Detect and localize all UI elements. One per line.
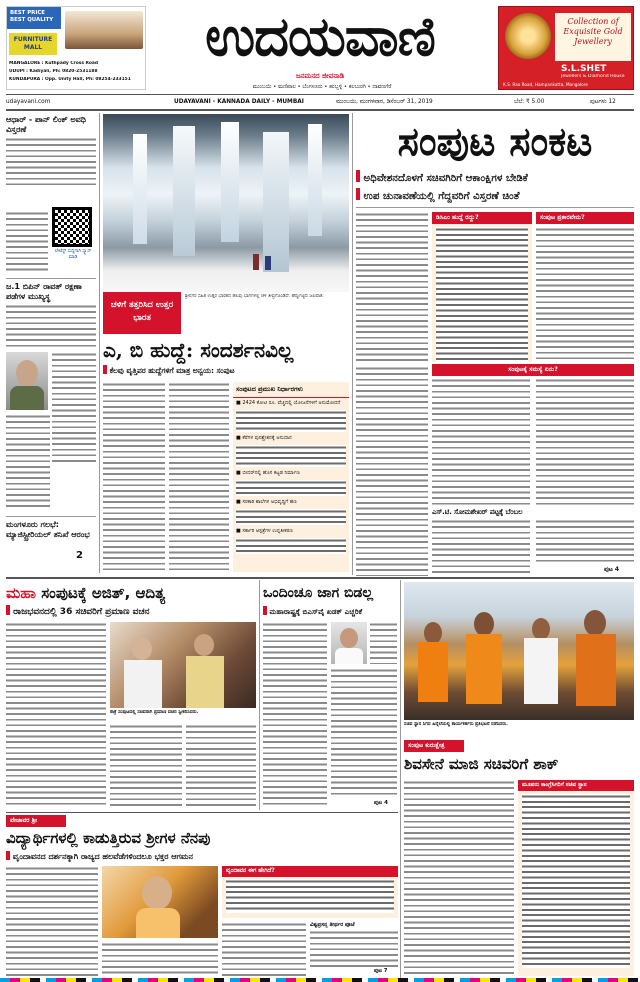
lead-box-cabinet-type: [536, 212, 634, 362]
editions-line: ಮುಂಬಯಿ • ಮಣಿಪಾಲ • ಬೆಂಗಳೂರು • ಹುಬ್ಬಳ್ಳಿ • ಕಲಬುರಗಿ • ದಾವಣಗೆರೆ: [252, 84, 392, 90]
maha-photo-caption: ಠಾಕ್ರೆ ಸಂಪುಟದಲ್ಲಿ ಸಚಿವರಾಗಿ ಪ್ರಮಾಣ ವಚನ ಸ್ವೀಕರಿಸಿದರು.: [110, 710, 199, 715]
protest-photo-caption: ಸಚಿವ ಸ್ಥಾನ ಸಿಗದ ಹಿನ್ನೆಲೆಯಲ್ಲಿ ಕಾರ್ಯಕರ್ತರು ಪ್ರತಿಭಟನೆ ನಡೆಸಿದರು.: [404, 722, 508, 727]
left-divider-2: [6, 516, 96, 517]
dateline: [6, 96, 634, 108]
box-body-right: [536, 378, 634, 506]
decision-body: [236, 509, 346, 525]
decision-item: ■ ಬೀದರ್‌ನಲ್ಲಿ ಹೊಸ ಕಟ್ಟಡ ನಿರ್ಮಾಣ: [236, 470, 300, 476]
masthead-ad-furniture: [6, 6, 146, 90]
bsy-body-col-3: [331, 668, 397, 798]
mid-section-rule: [6, 577, 634, 579]
subhead-text: ರಾಜಭವನದಲ್ಲಿ 36 ಸಚಿವರಿಗೆ ಪ್ರಮಾಣ ವಚನ: [13, 607, 150, 617]
ad-jewellery-address: K.S. Rao Road, Hampankatta, Mangalore: [503, 82, 588, 87]
ad-jewellery-text: Collection of Exquisite Gold Jewellery: [555, 13, 631, 61]
registration-bar: [0, 978, 640, 982]
box-title: ಸಂಪುಟ ಪ್ರಕಾರವೇನು?: [536, 212, 634, 224]
sub-story-body-left: [432, 519, 530, 575]
maha-headline-text: ಸಂಪುಟಕ್ಕೆ ಅಜಿತ್, ಆದಿತ್ಯ: [41, 584, 166, 602]
pejawar-body-col-1: [6, 866, 98, 976]
story-title: ಜ.1 ಬಿಪಿನ್ ರಾವತ್ ರಕ್ಷಣಾ ಪಡೆಗಳ ಮುಖ್ಯಸ್ಥ: [6, 282, 82, 301]
photo-caption-text: ಶ್ರೀನಗರ ಸಹಿತ ಉತ್ತರ ಭಾರತದ ಹಲವು ಭಾಗಗಳಲ್ಲಿ ಚಳಿ ತೀವ್ರಗೊಂಡಿದೆ. ಹೆಪ್ಪುಗಟ್ಟಿದ ಜಲಪಾತ.: [185, 294, 324, 299]
newspaper-logo: ಉದಯವಾಣಿ: [205, 5, 435, 68]
decision-text: ಕೆರೆಗಳ ಪುನಶ್ಚೇತನಕ್ಕೆ ಅನುದಾನ: [242, 435, 292, 441]
pejawar-subhead: [6, 851, 398, 863]
second-lead-headline: ಎ, ಬಿ ಹುದ್ದೆ: ಸಂದರ್ಶನವಿಲ್ಲ: [103, 338, 294, 362]
story-body-2: [52, 352, 96, 462]
decision-body: [236, 410, 346, 432]
story-title: ಮಂಗಳೂರು ಗಲಭೆ: ಮ್ಯಾಜಿಸ್ಟ್ರೀರಿಯಲ್ ತನಿಖೆ ಆರಂಭ: [6, 520, 90, 539]
box-title: ವೃಂದಾವನ ಈಗ ಹೇಗಿದೆ?: [222, 866, 398, 877]
pejawar-kicker: ಪೇಜಾವರ ಶ್ರೀ: [6, 815, 66, 827]
left-column-rule: [99, 113, 100, 573]
lead-body-col-1: [356, 212, 428, 362]
dateline-rule-top: [6, 94, 634, 95]
bsy-page-ref[interactable]: ಪುಟ 4: [374, 800, 389, 806]
pejawar-photo: [102, 866, 218, 938]
box-body-left: [432, 378, 530, 506]
second-lead-subhead: [103, 365, 349, 377]
newspaper-tagline: ಜನಮನದ ಜೀವನಾಡಿ: [295, 72, 345, 80]
story-body: [6, 137, 96, 185]
bsy-subhead: [263, 605, 397, 619]
qr-code[interactable]: [52, 207, 92, 247]
dateline-date: ಮುಂಬಯಿ, ಮಂಗಳವಾರ, ಡಿಸೆಂಬರ್ 31, 2019: [336, 99, 433, 105]
pejawar-page-ref[interactable]: ಪುಟ 7: [374, 968, 388, 974]
maha-body-col-2: [110, 724, 182, 808]
decisions-box-title: ಸಂಪುಟದ ಪ್ರಮುಖ ನಿರ್ಧಾರಗಳು: [233, 382, 349, 398]
lead-page-ref[interactable]: ಪುಟ 4: [604, 566, 620, 573]
lead-column-rule: [352, 113, 353, 575]
ad-jewellery-image: [505, 13, 551, 59]
decision-text: ಬೀದರ್‌ನಲ್ಲಿ ಹೊಸ ಕಟ್ಟಡ ನಿರ್ಮಾಣ: [242, 470, 300, 476]
subhead-text: ಮಹಾರಾಷ್ಟ್ರಕ್ಕೆ ಬಿಎಸ್‌ವೈ ಖಡಕ್ ಎಚ್ಚರಿಕೆ: [269, 607, 363, 616]
subhead-marker: [356, 170, 360, 182]
shivsena-body-col-1: [404, 780, 514, 976]
ad-line-3: KUNDAPURA : Opp. Unity Hall, Ph: 08254-233151: [9, 77, 131, 82]
shivsena-headline: ಶಿವಸೇನೆ ಮಾಜಿ ಸಚಿವರಿಗೆ ಶಾಕ್: [404, 755, 559, 773]
ad-line-2: UDUPI : Kadiyali, Ph: 0820-2531188: [9, 69, 98, 74]
photo-caption-box: [103, 292, 349, 334]
photo-caption-title: ಚಳಿಗೆ ತತ್ತರಿಸಿದ ಉತ್ತರ ಭಾರತ: [103, 292, 181, 334]
subhead-marker: [263, 606, 267, 615]
box-body: [226, 879, 394, 913]
shivsena-kicker: ಸಂಪುಟ ಕುರುಕ್ಷೇತ್ರ: [404, 740, 464, 752]
qr-caption: ಲೇಟೆಸ್ಟ್ ಸುದ್ದಿಗಾಗಿ ಸ್ಕ್ಯಾನ್ ಮಾಡಿ: [54, 249, 92, 260]
bsy-headline: ಒಂದಿಂಚೂ ಜಾಗ ಬಿಡಲ್ಲ: [263, 585, 374, 601]
dateline-site[interactable]: udayavani.com: [6, 99, 51, 105]
bsy-body-col-2: [370, 622, 397, 664]
subhead-text: ವೃಂದಾವನದ ದರ್ಶನಕ್ಕಾಗಿ ರಾಜ್ಯದ ಹಲವೆಡೆಗಳಿಂದಲೂ ಭಕ್ತರ ಆಗಮನ: [12, 852, 193, 861]
lead-headline: ಸಂಪುಟ ಸಂಕಟ: [397, 118, 593, 165]
pejawar-col-4: [310, 922, 398, 976]
maha-subhead: [6, 605, 256, 619]
maha-body-col-3: [186, 724, 256, 808]
page-ref[interactable]: 2: [76, 550, 83, 561]
bsy-body-col-1: [263, 622, 327, 808]
shivsena-box: [518, 780, 634, 976]
left-divider-1: [6, 278, 96, 279]
lead-box-problem: [432, 364, 634, 506]
decision-item: ■ ಸರಕಾರಿ ಶಾಲೆಗಳ ಅಭಿವೃದ್ಧಿಗೆ ಹಣ: [236, 499, 297, 505]
lead-subhead-2: [356, 188, 634, 204]
lead-sub-story: [432, 508, 634, 576]
dateline-pages: ಪುಟಗಳು 12: [590, 99, 616, 105]
left-story-aadhaar: [6, 115, 96, 275]
decisions-list: [233, 398, 349, 556]
story-body: [6, 304, 96, 348]
box-body: [536, 227, 634, 363]
bsy-photo: [331, 622, 367, 664]
second-lead-body-col-2: [169, 382, 229, 572]
second-lead-body-col-1: [103, 382, 165, 572]
pejawar-box: [222, 866, 398, 918]
subhead-marker: [6, 851, 10, 860]
subhead-text: ಉಪ ಚುನಾವಣೆಯಲ್ಲಿ ಗೆದ್ದವರಿಗೆ ವಿಸ್ತರಣೆ ಚಿಂತೆ: [363, 191, 520, 202]
lead-subhead-1: [356, 170, 634, 186]
pejawar-body-col-3: [222, 922, 306, 976]
ad-badge: BEST PRICE BEST QUALITY: [7, 7, 61, 29]
story-title: ಆಧಾರ್ - ಪಾನ್ ಲಿಂಕ್ ಅವಧಿ ವಿಸ್ತರಣೆ: [6, 115, 86, 134]
mid-rule-2: [400, 580, 401, 980]
sub-story-body-right: [536, 519, 634, 565]
story-body-3: [6, 414, 50, 510]
dateline-paper-name: UDAYAVANI - KANNADA DAILY - MUMBAI: [174, 99, 304, 105]
ad-furniture-image: [65, 11, 143, 49]
rawat-photo: [6, 352, 48, 410]
ad-line-1: MANGALORE : Kuthpady Cross Road: [9, 61, 98, 66]
decision-body: [236, 445, 346, 467]
ad-brand-logo: FURNITURE MALL: [9, 33, 57, 55]
masthead-ad-jewellery: [498, 6, 634, 90]
box-title: ಡಿಸಿಎಂ ಹುದ್ದೆ ರದ್ದು?: [432, 212, 532, 224]
sub-story-title: ಎಸ್.ಟಿ. ಸೋಮಶೇಖರ್ ಪಟ್ಟಕ್ಕೆ ಬೆಂಬಲ: [432, 508, 523, 516]
maha-photo: [110, 622, 256, 708]
waterfall-photo: [103, 114, 349, 292]
subhead-marker: [103, 365, 107, 374]
maha-headline: [6, 582, 256, 604]
subhead-marker: [356, 188, 360, 200]
story-body-2: [6, 211, 48, 273]
pejawar-rule: [6, 812, 398, 813]
decision-body: [236, 538, 346, 554]
decisions-box: [233, 382, 349, 572]
col-heading: ವಿಶ್ವಪ್ರಸನ್ನ ತೀರ್ಥರ ಪೂಜೆ: [310, 922, 355, 928]
subhead-text: ಅಧಿವೇಶನದೊಳಗೆ ಸಚಿವಗಿರಿಗೆ ಆಕಾಂಕ್ಷಿಗಳ ಬೇಡಿಕೆ: [363, 173, 528, 184]
maha-body-col-1: [6, 622, 106, 808]
dateline-rule-bottom: [6, 109, 634, 111]
lead-body-col-1b: [356, 366, 428, 576]
dateline-price: ಬೆಲೆ: ₹ 5.00: [514, 99, 545, 105]
decision-text: 2424 ಕೋಟಿ ರೂ. ವೆಚ್ಚದಲ್ಲಿ ಯೋಜನೆಗಳಿಗೆ ಅನುಮೋದನೆ: [242, 400, 341, 406]
subhead-text: ಕೆಲವು ವೃತ್ತಿಪರ ಹುದ್ದೆಗಳಿಗೆ ಮಾತ್ರ ಅನ್ವಯ: ಸಂಪುಟ: [109, 366, 235, 375]
decision-text: ಸರಕಾರಿ ಶಾಲೆಗಳ ಅಭಿವೃದ್ಧಿಗೆ ಹಣ: [242, 499, 297, 505]
box-title: ಮೂವರು ಕಾಂಗ್ರೆಸಿಗರಿಗೆ ಸಚಿವ ಸ್ಥಾನ: [518, 780, 634, 791]
col-body: [310, 930, 398, 968]
decision-item: ■ ಕೆರೆಗಳ ಪುನಶ್ಚೇತನಕ್ಕೆ ಅನುದಾನ: [236, 435, 292, 441]
left-story-rawat: [6, 282, 96, 512]
subhead-marker: [6, 605, 10, 615]
box-body: [436, 227, 528, 363]
decision-item: ■ 2424 ಕೋಟಿ ರೂ. ವೆಚ್ಚದಲ್ಲಿ ಯೋಜನೆಗಳಿಗೆ ಅನುಮೋದನೆ: [236, 400, 341, 406]
box-title: ಸಂಪುಟಕ್ಕೆ ಸಮಸ್ಯೆ ಏನು?: [432, 364, 634, 376]
decision-body: [236, 480, 346, 496]
protest-photo: [404, 582, 634, 720]
decision-item: ■ ಸರ್ಕಾರಿ ಆಸ್ಪತ್ರೆಗಳ ಉನ್ನತೀಕರಣ: [236, 528, 293, 534]
mid-rule-1: [259, 580, 260, 810]
decision-text: ಸರ್ಕಾರಿ ಆಸ್ಪತ್ರೆಗಳ ಉನ್ನತೀಕರಣ: [242, 528, 293, 534]
ad-jewellery-brand: S.L.SHET: [561, 64, 607, 74]
maha-headline-kicker: ಮಹಾ: [6, 584, 36, 602]
ad-jewellery-sub: Jewellers & Diamond House: [561, 74, 625, 79]
pejawar-headline: ವಿದ್ಯಾರ್ಥಿಗಳಲ್ಲಿ ಕಾಡುತ್ತಿರುವ ಶ್ರೀಗಳ ನೆನಪು: [6, 829, 211, 847]
lead-sub-rule: [356, 207, 634, 208]
lead-box-dcm: [432, 212, 532, 362]
box-body: [522, 794, 630, 968]
left-story-mangaluru[interactable]: [6, 520, 96, 572]
pejawar-body-col-2: [102, 942, 218, 976]
